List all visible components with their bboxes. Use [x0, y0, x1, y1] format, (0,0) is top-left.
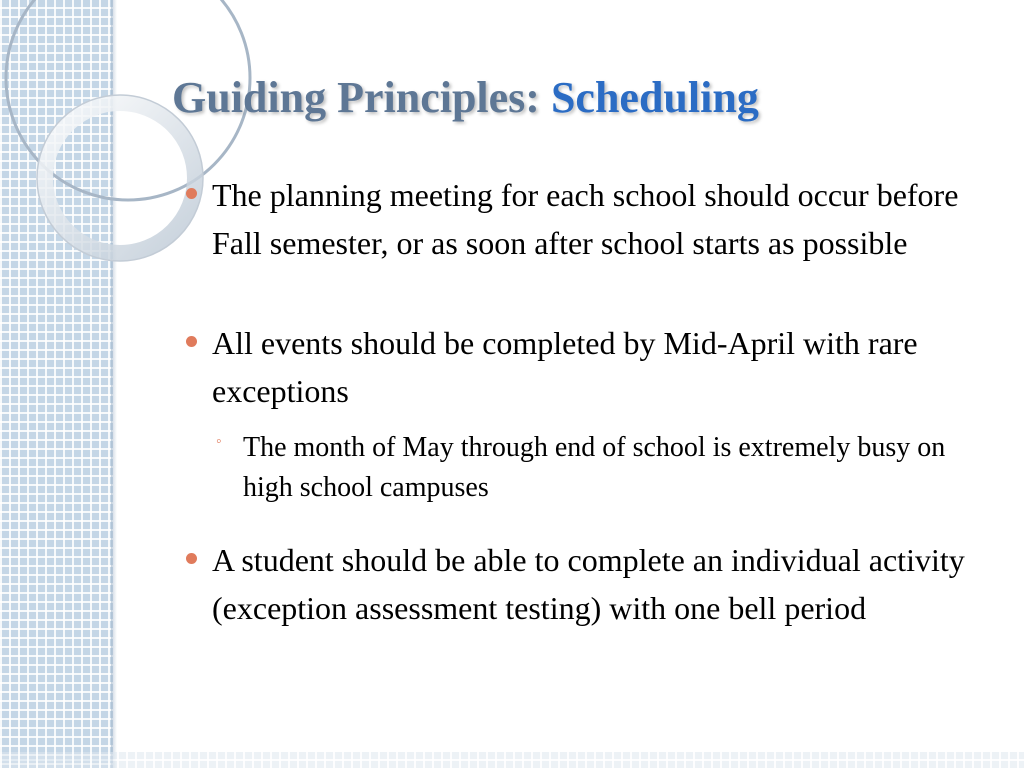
bullet-text: All events should be completed by Mid-April with rare exceptions: [212, 325, 918, 409]
circle-bullet-icon: [186, 553, 197, 564]
sub-bullet-text: The month of May through end of school is extremely busy on high school campuses: [243, 432, 946, 503]
bullet-text: A student should be able to complete an individual activity (exception assessment testing) with one bell period: [212, 542, 965, 626]
bullet-item-planning-meeting: [186, 171, 996, 267]
bullet-list: [186, 171, 996, 632]
bottom-grid-strip: [0, 752, 1024, 768]
ring-bullet-icon: ◦: [216, 433, 222, 450]
slide-title: [172, 66, 759, 130]
sub-bullet-item-may-busy: [216, 428, 996, 508]
title-accent-text: Scheduling: [550, 73, 759, 122]
circle-bullet-icon: [186, 336, 197, 347]
title-main-text: Guiding Principles:: [172, 73, 540, 122]
circle-bullet-icon: [186, 188, 197, 199]
bullet-text: The planning meeting for each school should occur before Fall semester, or as soon after school starts as possible: [212, 177, 959, 261]
bullet-item-individual-activity: [186, 536, 996, 632]
bullet-item-mid-april: [186, 319, 996, 415]
